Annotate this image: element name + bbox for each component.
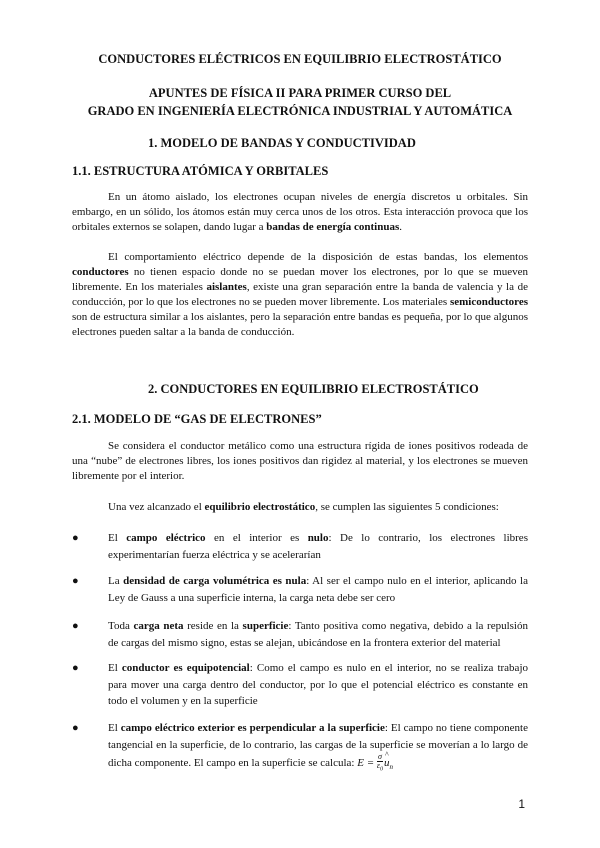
bold-term: equilibrio electrostático (204, 501, 316, 513)
bullet-marker: ● (72, 662, 79, 674)
text-run: : El campo no tiene componente tangencial en la superficie, de lo contrario, las cargas de la superficie se moverían a lo largo de dicha componente. El campo en la superficie se calcula: (108, 722, 528, 769)
section-2-heading: 2. CONDUCTORES EN EQUILIBRIO ELECTROSTÁTICO (148, 382, 479, 396)
text-run: reside en la (183, 620, 243, 632)
text-run: : Como el campo es nulo en el interior, no se realiza trabajo para mover una carga dentro del conductor, por lo que el potencial eléctrico es constante en todo el volumen y en la superficie (108, 662, 528, 707)
bold-term: aislantes (206, 281, 247, 293)
section-2-1-heading: 2.1. MODELO DE “GAS DE ELECTRONES” (72, 412, 322, 426)
bold-term: densidad de carga volumétrica es nula (123, 575, 307, 587)
formula-fraction (377, 753, 383, 774)
bold-term: campo eléctrico exterior es perpendicular a la superficie (120, 722, 385, 734)
bold-term: bandas de energía continuas (266, 221, 400, 233)
paragraph-band-behaviour (72, 250, 528, 340)
text-run: . (399, 221, 402, 233)
condition-item-1 (108, 530, 528, 563)
text-run: El (108, 532, 127, 544)
text-run: , se cumplen las siguientes 5 condiciones: (315, 501, 499, 513)
condition-item-4 (108, 660, 528, 710)
paragraph-atomic-structure (72, 190, 528, 235)
text-run: En un átomo aislado, los electrones ocupan niveles de energía discretos u orbitales. Sin embargo, en un sólido, los átomos están muy cerca unos de los otros. Esta interacción provoca que los orbitales externos se solapen, dando lugar a (72, 191, 528, 233)
formula-numerator: σ (377, 752, 382, 761)
text-run: : Tanto positiva como negativa, debido a la repulsión de cargas del mismo signo, estas se alejan, ubicándose en la frontera exterior del material (108, 620, 528, 649)
text-run: Toda (108, 620, 134, 632)
formula-subscript: n (389, 763, 394, 772)
text-run: : De lo contrario, los electrones libres experimentarían fuerza eléctrica y se acelerarían (108, 532, 528, 561)
bold-term: semiconductores (449, 296, 528, 308)
bullet-marker: ● (72, 532, 79, 544)
text-run: El (108, 722, 121, 734)
formula-hat: ^ (385, 749, 389, 759)
text-run: : Al ser el campo nulo en el interior, aplicando la Ley de Gauss a una superficie interna, la carga neta debe ser cero (108, 575, 528, 604)
bullet-marker: ● (72, 722, 79, 734)
formula-lhs: E = (357, 756, 377, 769)
condition-item-2 (108, 573, 528, 606)
text-run: El comportamiento eléctrico depende de la disposición de estas bandas, los elementos (108, 251, 528, 263)
bold-term: nulo (307, 532, 329, 544)
bold-term: superficie (242, 620, 289, 632)
text-run: son de estructura similar a los aislantes, pero la separación entre bandas es pequeña, por lo que algunos electrones pueden saltar a la banda de conducción. (72, 311, 528, 338)
section-1-1-heading: 1.1. ESTRUCTURA ATÓMICA Y ORBITALES (72, 164, 329, 178)
text-run: no tienen espacio donde no se puedan mover los electrones, por lo que se mueven libremente. En los materiales (72, 266, 528, 293)
surface-field-formula (357, 749, 394, 773)
section-1-heading: 1. MODELO DE BANDAS Y CONDUCTIVIDAD (148, 136, 416, 150)
page-number: 1 (518, 797, 525, 811)
bold-term: carga neta (133, 620, 184, 632)
text-run: , existe una gran separación entre la banda de valencia y la de conducción, por lo que los electrones no se pueden mover libremente. Los materiales (72, 281, 528, 308)
text-run: La (108, 575, 124, 587)
text-run: Una vez alcanzado el (108, 501, 205, 513)
text-run: en el interior es (205, 532, 308, 544)
document-subtitle-line-2: GRADO EN INGENIERÍA ELECTRÓNICA INDUSTRIAL Y AUTOMÁTICA (87, 104, 513, 118)
bullet-marker: ● (72, 620, 79, 632)
paragraph-conditions-intro (72, 500, 528, 515)
bold-term: campo eléctrico (126, 532, 206, 544)
condition-item-3 (108, 618, 528, 651)
bold-term: conductor es equipotencial (121, 662, 250, 674)
bullet-marker: ● (72, 575, 79, 587)
formula-vector: u (384, 756, 390, 769)
bold-term: conductores (72, 266, 129, 278)
condition-item-5 (108, 720, 528, 776)
formula-denominator: ε (376, 761, 381, 770)
document-subtitle-line-1: APUNTES DE FÍSICA II PARA PRIMER CURSO DEL (148, 86, 452, 100)
text-run: El (108, 662, 122, 674)
formula-unit-vector (384, 749, 390, 772)
formula-denominator-subscript: 0 (380, 766, 384, 773)
document-title: CONDUCTORES ELÉCTRICOS EN EQUILIBRIO ELECTROSTÁTICO (98, 52, 502, 66)
paragraph-electron-gas: Se considera el conductor metálico como una estructura rígida de iones positivos rodeada de una “nube” de electrones libres, los iones positivos dan rigidez al material, y los electrones se mueven libremente por el interior. (72, 440, 528, 482)
